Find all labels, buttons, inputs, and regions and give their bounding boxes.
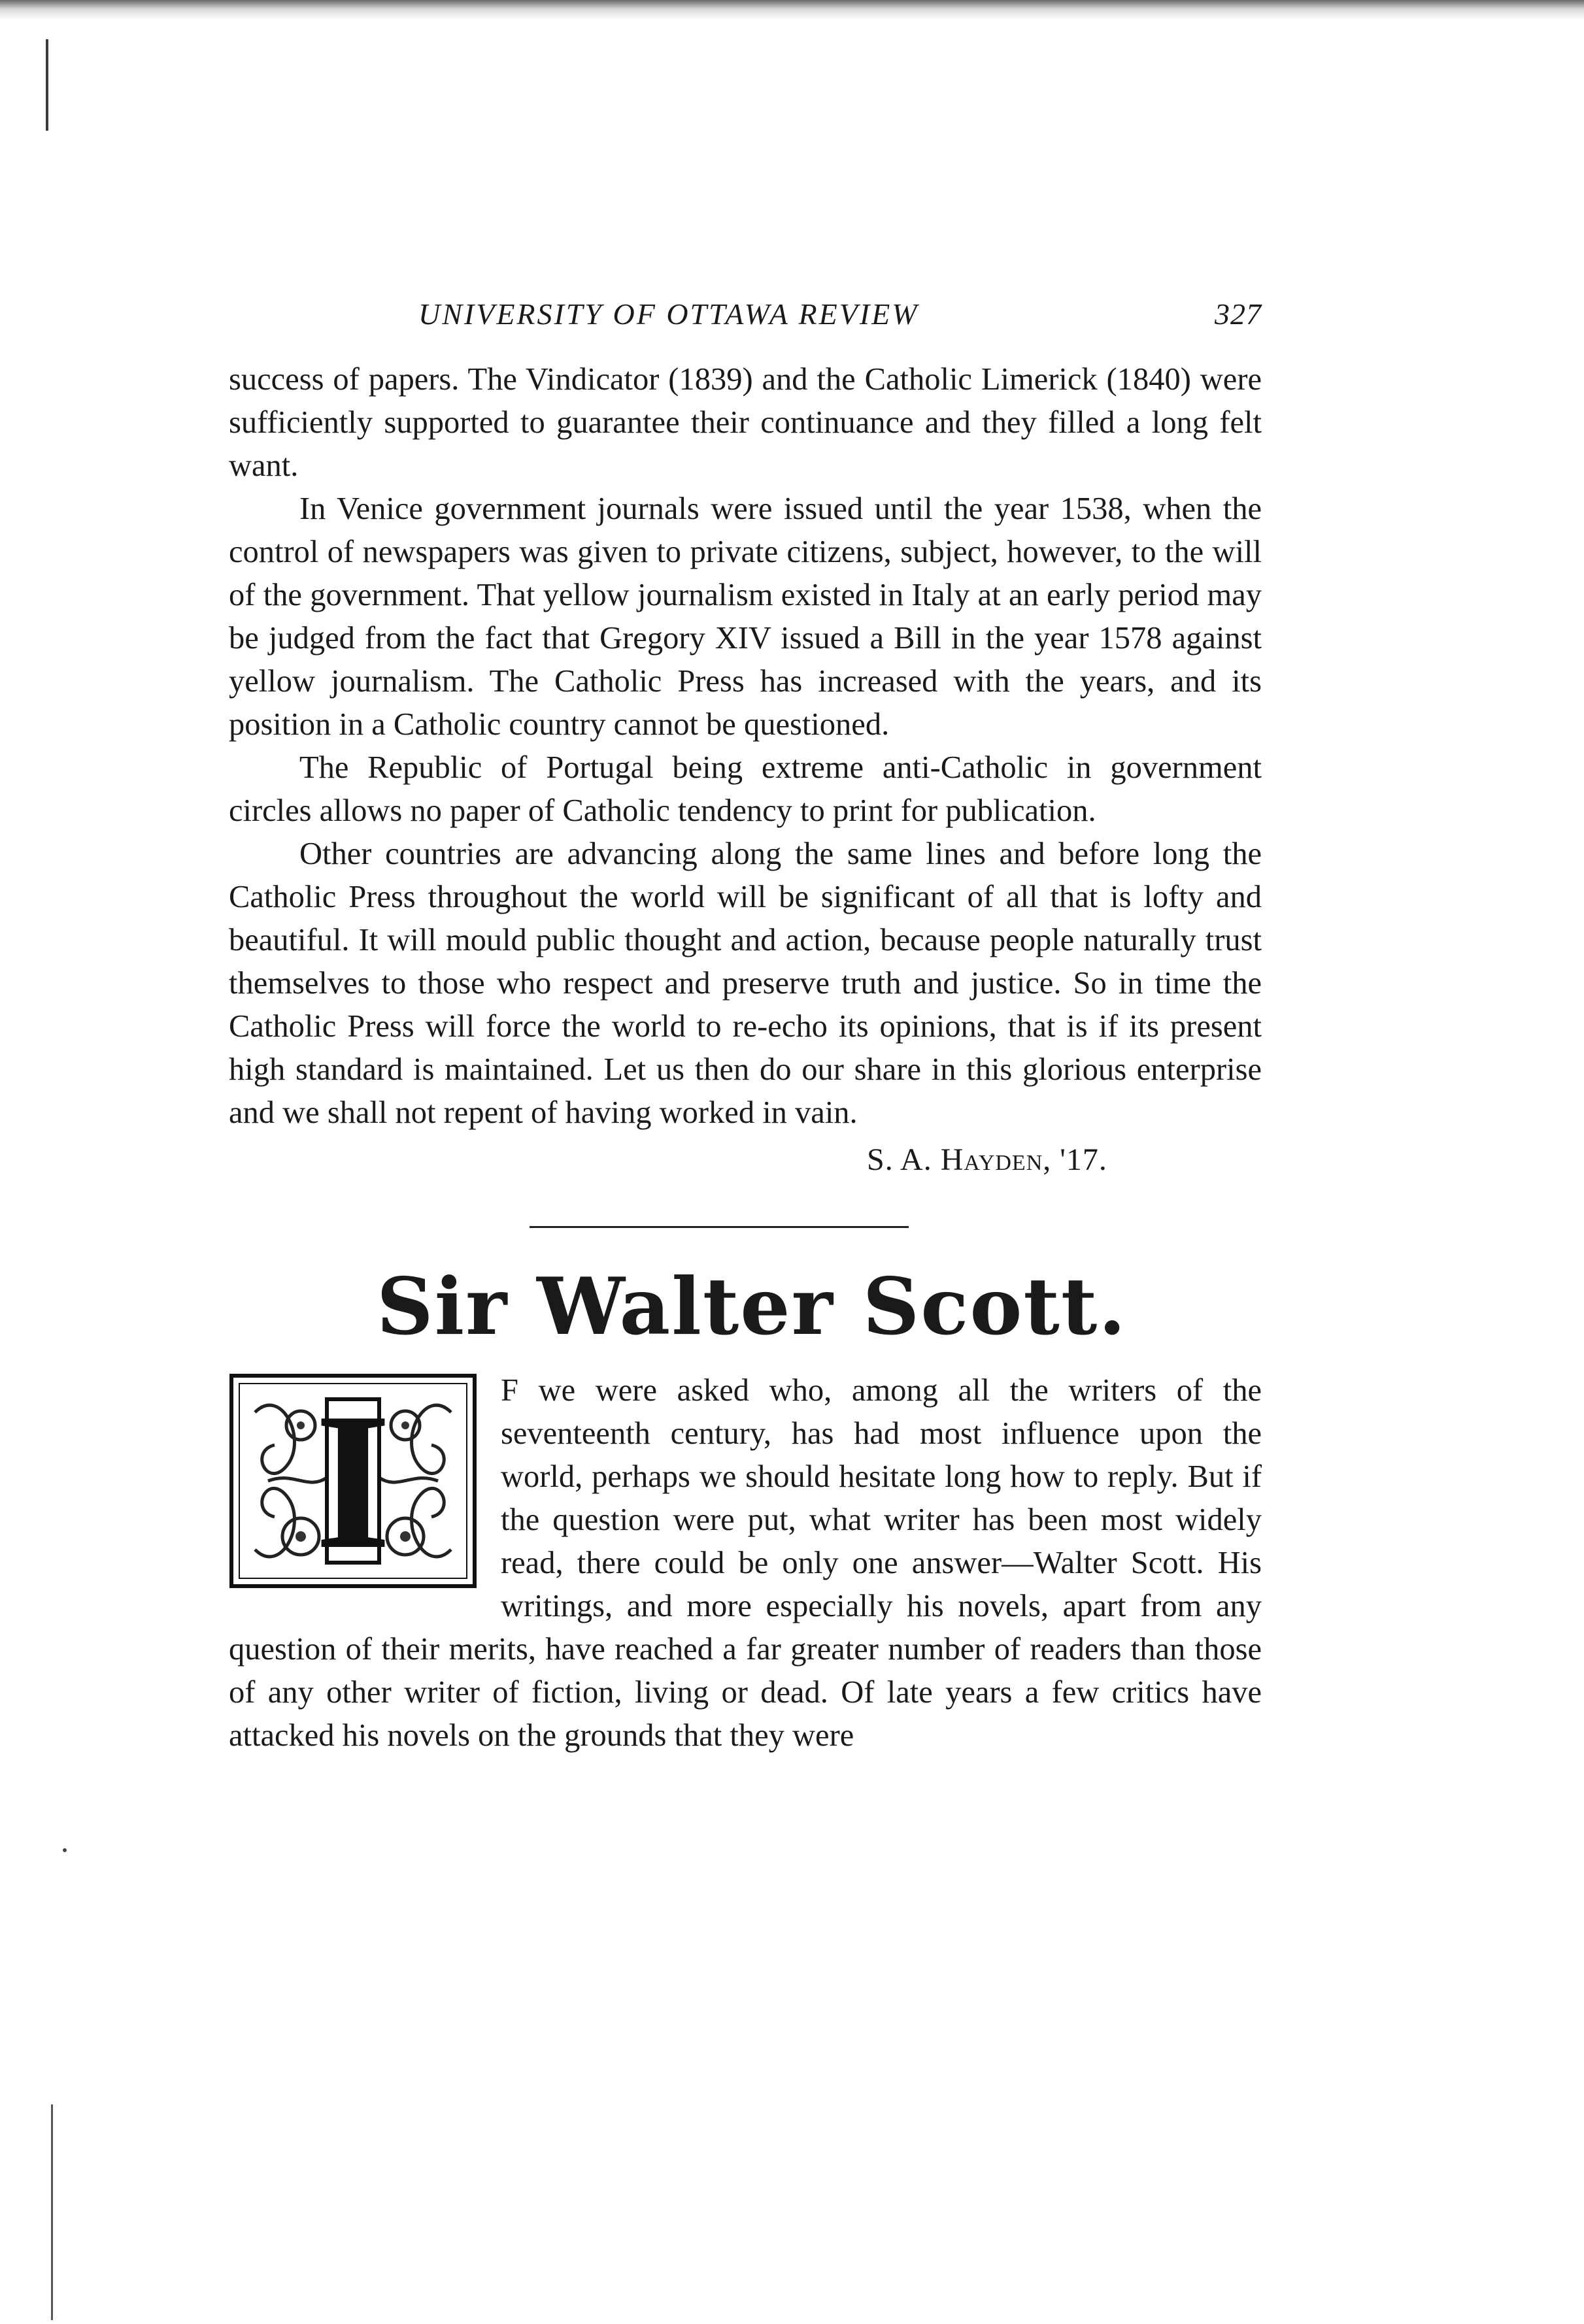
body-text — [229, 358, 1262, 1135]
drop-cap-letter: I — [314, 1372, 392, 1589]
author-signature — [229, 1138, 1262, 1182]
signature-name: Hayden — [940, 1142, 1043, 1177]
scan-edge-left — [46, 39, 48, 131]
paragraph: Other countries are advancing along the same lines and before long the Catholic Press throughout the world will be significant of all that is lofty and beautiful. It will mould public thought and action, because people naturally trust themselves to those who respect and preserve truth and justice. So in time the Catholic Press will force the world to re-echo its opinions, that is if its present high standard is maintained. Let us then do our share in this glorious enterprise and we shall not repent of having worked in vain. — [229, 837, 1262, 1130]
signature-year: , '17. — [1043, 1142, 1107, 1177]
page-header — [229, 288, 1262, 340]
running-title: UNIVERSITY OF OTTAWA REVIEW — [418, 297, 919, 331]
article-title: Sir Walter Scott. — [376, 1261, 1128, 1353]
page-number: 327 — [1215, 297, 1262, 331]
article-body — [229, 1369, 1262, 1757]
drop-cap — [229, 1373, 477, 1589]
scan-edge-top — [0, 0, 1584, 20]
article-text: F we were asked who, among all the writers of the seventeenth century, has had most influence upon the world, perhaps we should hesitate long how to reply. But if the question were put, what writer has been most widely read, there could be only one answer—Walter Scott. His writings, and more especially his novels, apart from any question of their merits, have reached a far greater number of readers than those of any other writer of fiction, living or dead. Of late years a few critics have attacked his novels on the grounds that they were — [229, 1373, 1262, 1753]
signature-initials: S. A. — [867, 1142, 932, 1177]
paragraph: The Republic of Portugal being extreme anti-Catholic in government circles allows no paper of Catholic tendency to print for publication. — [229, 750, 1262, 828]
section-divider — [530, 1226, 909, 1228]
paragraph: success of papers. The Vindicator (1839) and the Catholic Limerick (1840) were sufficiently supported to guarantee their continuance and they filled a long felt want. — [229, 362, 1262, 483]
scan-edge-left-bottom — [51, 2104, 53, 2320]
page — [229, 288, 1262, 1757]
scan-dot — [63, 1848, 67, 1852]
paragraph: In Venice government journals were issued until the year 1538, when the control of newspapers was given to private citizens, subject, however, to the will of the government. That yellow journalism existed in Italy at an early period may be judged from the fact that Gregory XIV issued a Bill in the year 1578 against yellow journalism. The Catholic Press has increased with the years, and its position in a Catholic country cannot be questioned. — [229, 491, 1262, 742]
